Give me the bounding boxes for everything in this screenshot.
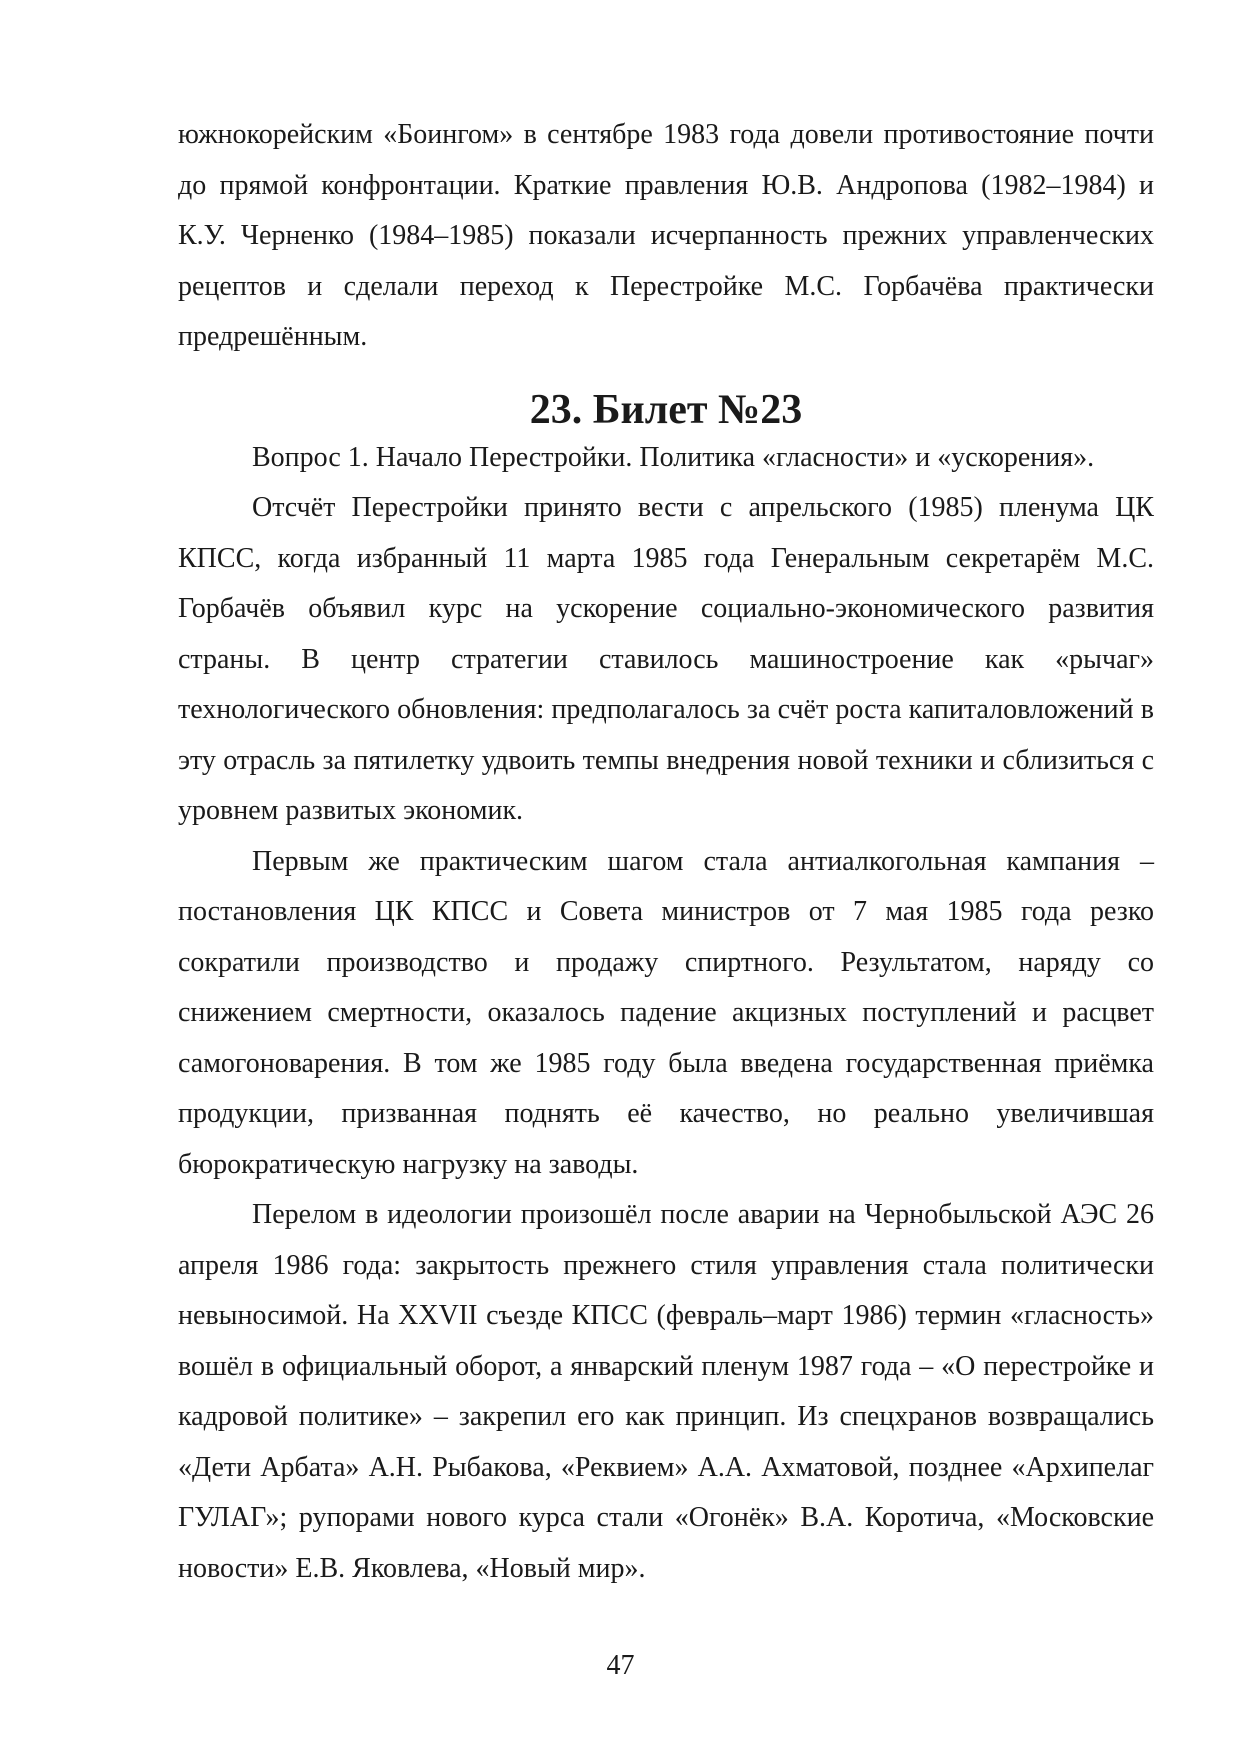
document-page xyxy=(178,110,1154,1594)
continuation-paragraph: южнокорейским «Боингом» в сентябре 1983 года довели противостояние почти до прямой конфронтации. Краткие правления Ю.В. Андропова (1982–1984) и К.У. Черненко (1984–1985) показали исчерпанность прежних управленческих рецептов и сделали переход к Перестройке М.С. Горбачёва практически предрешённым. xyxy=(178,119,1154,352)
page-number: 47 xyxy=(606,1650,635,1681)
section-heading: 23. Билет №23 xyxy=(529,386,803,433)
body-paragraph: Отсчёт Перестройки принято вести с апрельского (1985) пленума ЦК КПСС, когда избранный 11 марта 1985 года Генеральным секретарём М.С. Горбачёв объявил курс на ускорение социально-экономического развития страны. В центр стратегии ставилось машиностроение как «рычаг» технологического обновления: предполагалось за счёт роста капиталовложений в эту отрасль за пятилетку удвоить темпы внедрения новой техники и сблизиться с уровнем развитых экономик. xyxy=(178,492,1154,826)
question-line: Вопрос 1. Начало Перестройки. Политика «гласности» и «ускорения». xyxy=(252,441,1095,473)
body-paragraph: Первым же практическим шагом стала антиалкогольная кампания – постановления ЦК КПСС и Совета министров от 7 мая 1985 года резко сократили производство и продажу спиртного. Результатом, наряду со снижением смертности, оказалось падение акцизных поступлений и расцвет самогоноварения. В том же 1985 году была введена государственная приёмка продукции, призванная поднять её качество, но реально увеличившая бюрократическую нагрузку на заводы. xyxy=(178,845,1154,1180)
body-paragraph: Перелом в идеологии произошёл после аварии на Чернобыльской АЭС 26 апреля 1986 года: закрытость прежнего стиля управления стала политически невыносимой. На XXVII съезде КПСС (февраль–март 1986) термин «гласность» вошёл в официальный оборот, а январский пленум 1987 года – «О перестройке и кадровой политике» – закрепил его как принцип. Из спецхранов возвращались «Дети Арбата» А.Н. Рыбакова, «Реквием» А.А. Ахматовой, позднее «Архипелаг ГУЛАГ»; рупорами нового курса стали «Огонёк» В.А. Коротича, «Московские новости» Е.В. Яковлева, «Новый мир». xyxy=(178,1199,1154,1584)
